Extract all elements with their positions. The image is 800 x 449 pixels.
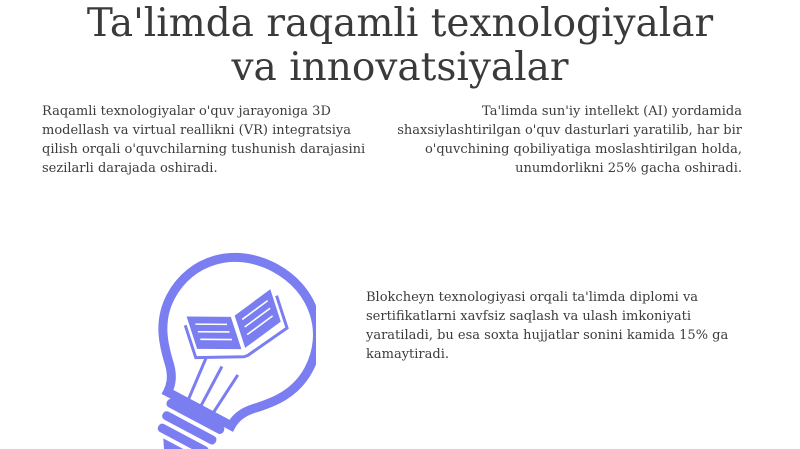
- lightbulb-with-book-icon: [96, 250, 316, 449]
- paragraph-3d-vr: Raqamli texnologiyalar o'quv jarayoniga 3D modellash va virtual reallikni (VR) integratsiya qilish orqali o'quvchilarning tushunish darajasini sezilarli darajada oshiradi.: [42, 104, 366, 176]
- page-title: [0, 2, 800, 90]
- paragraph-blockchain: Blokcheyn texnologiyasi orqali ta'limda diplomi va sertifikatlarni xavfsiz saqlash va ulash imkoniyati yaratiladi, bu esa soxta hujjatlar sonini kamida 15% ga kamaytiradi.: [366, 290, 729, 362]
- title-line-2: va innovatsiyalar: [231, 45, 569, 90]
- paragraph-ai: Ta'limda sun'iy intellekt (AI) yordamida shaxsiylashtirilgan o'quv dasturlari yaratilib, har bir o'quvchining qobiliyatiga moslashtirilgan holda, unumdorlikni 25% gacha oshiradi.: [397, 104, 742, 176]
- title-line-1: Ta'limda raqamli texnologiyalar: [86, 1, 714, 46]
